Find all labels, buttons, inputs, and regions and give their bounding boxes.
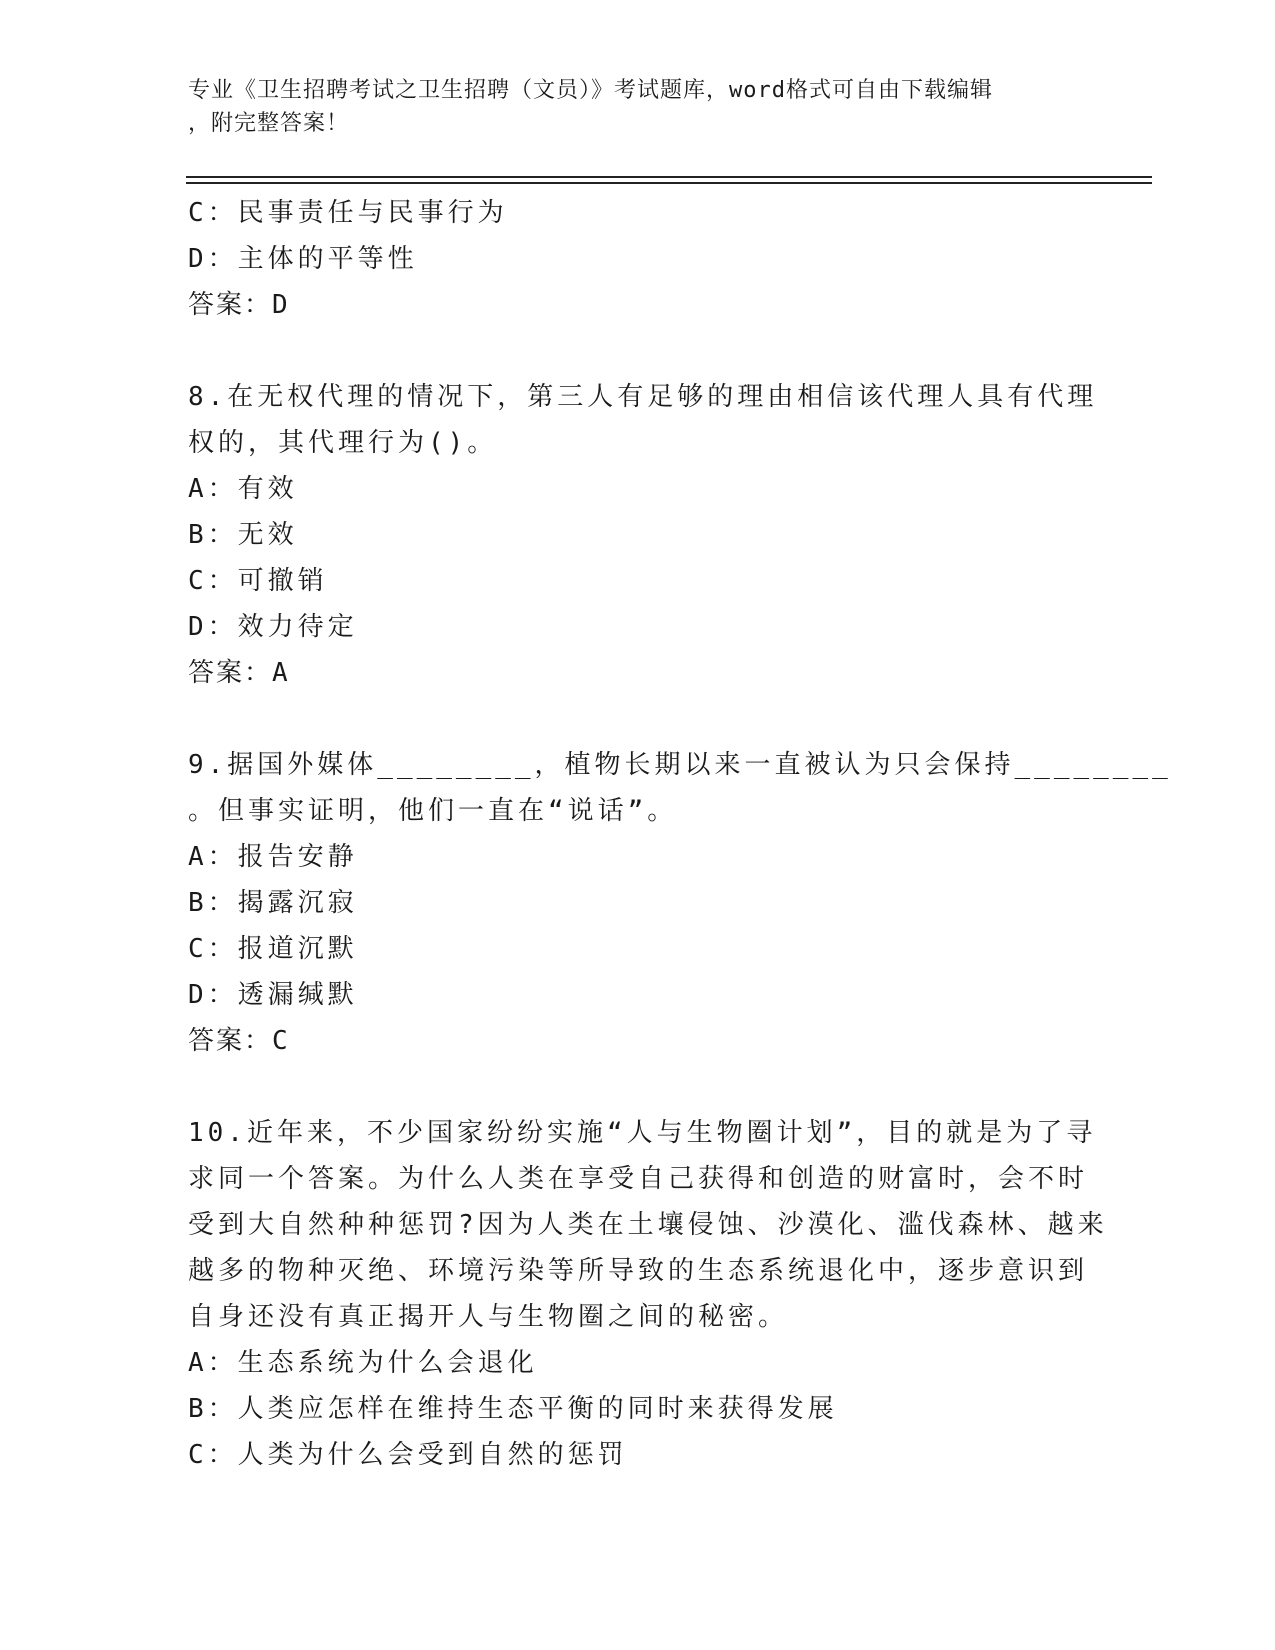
document-header xyxy=(188,74,1088,140)
answer-line xyxy=(188,650,1088,696)
question-9 xyxy=(188,742,1172,1064)
header-line-2: ，附完整答案！ xyxy=(188,111,350,136)
answer-label: 答案： xyxy=(188,1026,273,1056)
header-line-1: 专业《卫生招聘考试之卫生招聘（文员）》考试题库，word格式可自由下载编辑 xyxy=(188,78,993,103)
header-divider-top xyxy=(186,176,1152,178)
question-stem-line: 10.近年来，不少国家纷纷实施“人与生物圈计划”，目的就是为了寻 xyxy=(188,1118,1097,1148)
option-b: B：揭露沉寂 xyxy=(188,888,358,918)
answer-label: 答案： xyxy=(188,658,273,688)
answer-value: D xyxy=(272,290,290,320)
option-b: B：无效 xyxy=(188,520,298,550)
option-c: C：人类为什么会受到自然的惩罚 xyxy=(188,1440,628,1470)
option-a: A：生态系统为什么会退化 xyxy=(188,1348,538,1378)
question-stem-line: 8.在无权代理的情况下，第三人有足够的理由相信该代理人具有代理 xyxy=(188,382,1098,412)
spacer xyxy=(188,696,1088,742)
option-a: A：有效 xyxy=(188,474,298,504)
option-c: C：报道沉默 xyxy=(188,934,358,964)
option-d: D：主体的平等性 xyxy=(188,244,418,274)
answer-line xyxy=(188,282,1088,328)
question-10 xyxy=(188,1110,1108,1478)
answer-value: C xyxy=(272,1026,290,1056)
answer-line xyxy=(188,1018,1088,1064)
question-7 xyxy=(188,190,1088,328)
question-stem-line: 9.据国外媒体________，植物长期以来一直被认为只会保持________ xyxy=(188,750,1172,780)
question-stem-line: 受到大自然种种惩罚?因为人类在土壤侵蚀、沙漠化、滥伐森林、越来 xyxy=(188,1210,1108,1240)
question-stem-line: 求同一个答案。为什么人类在享受自己获得和创造的财富时，会不时 xyxy=(188,1164,1089,1194)
question-stem-line: 权的，其代理行为()。 xyxy=(188,428,498,458)
option-c: C：可撤销 xyxy=(188,566,328,596)
option-b: B：人类应怎样在维持生态平衡的同时来获得发展 xyxy=(188,1394,838,1424)
header-divider-bottom xyxy=(186,182,1152,184)
option-a: A：报告安静 xyxy=(188,842,358,872)
question-stem-line: 自身还没有真正揭开人与生物圈之间的秘密。 xyxy=(188,1302,789,1332)
answer-label: 答案： xyxy=(188,290,273,320)
question-8 xyxy=(188,374,1098,696)
answer-value: A xyxy=(272,658,290,688)
question-stem-line: 越多的物种灭绝、环境污染等所导致的生态系统退化中，逐步意识到 xyxy=(188,1256,1089,1286)
spacer xyxy=(188,328,1088,374)
option-d: D：透漏缄默 xyxy=(188,980,358,1010)
option-c: C：民事责任与民事行为 xyxy=(188,198,508,228)
option-d: D：效力待定 xyxy=(188,612,358,642)
question-stem-line: 。但事实证明，他们一直在“说话”。 xyxy=(188,796,678,826)
question-list xyxy=(188,190,1172,1478)
spacer xyxy=(188,1064,1088,1110)
